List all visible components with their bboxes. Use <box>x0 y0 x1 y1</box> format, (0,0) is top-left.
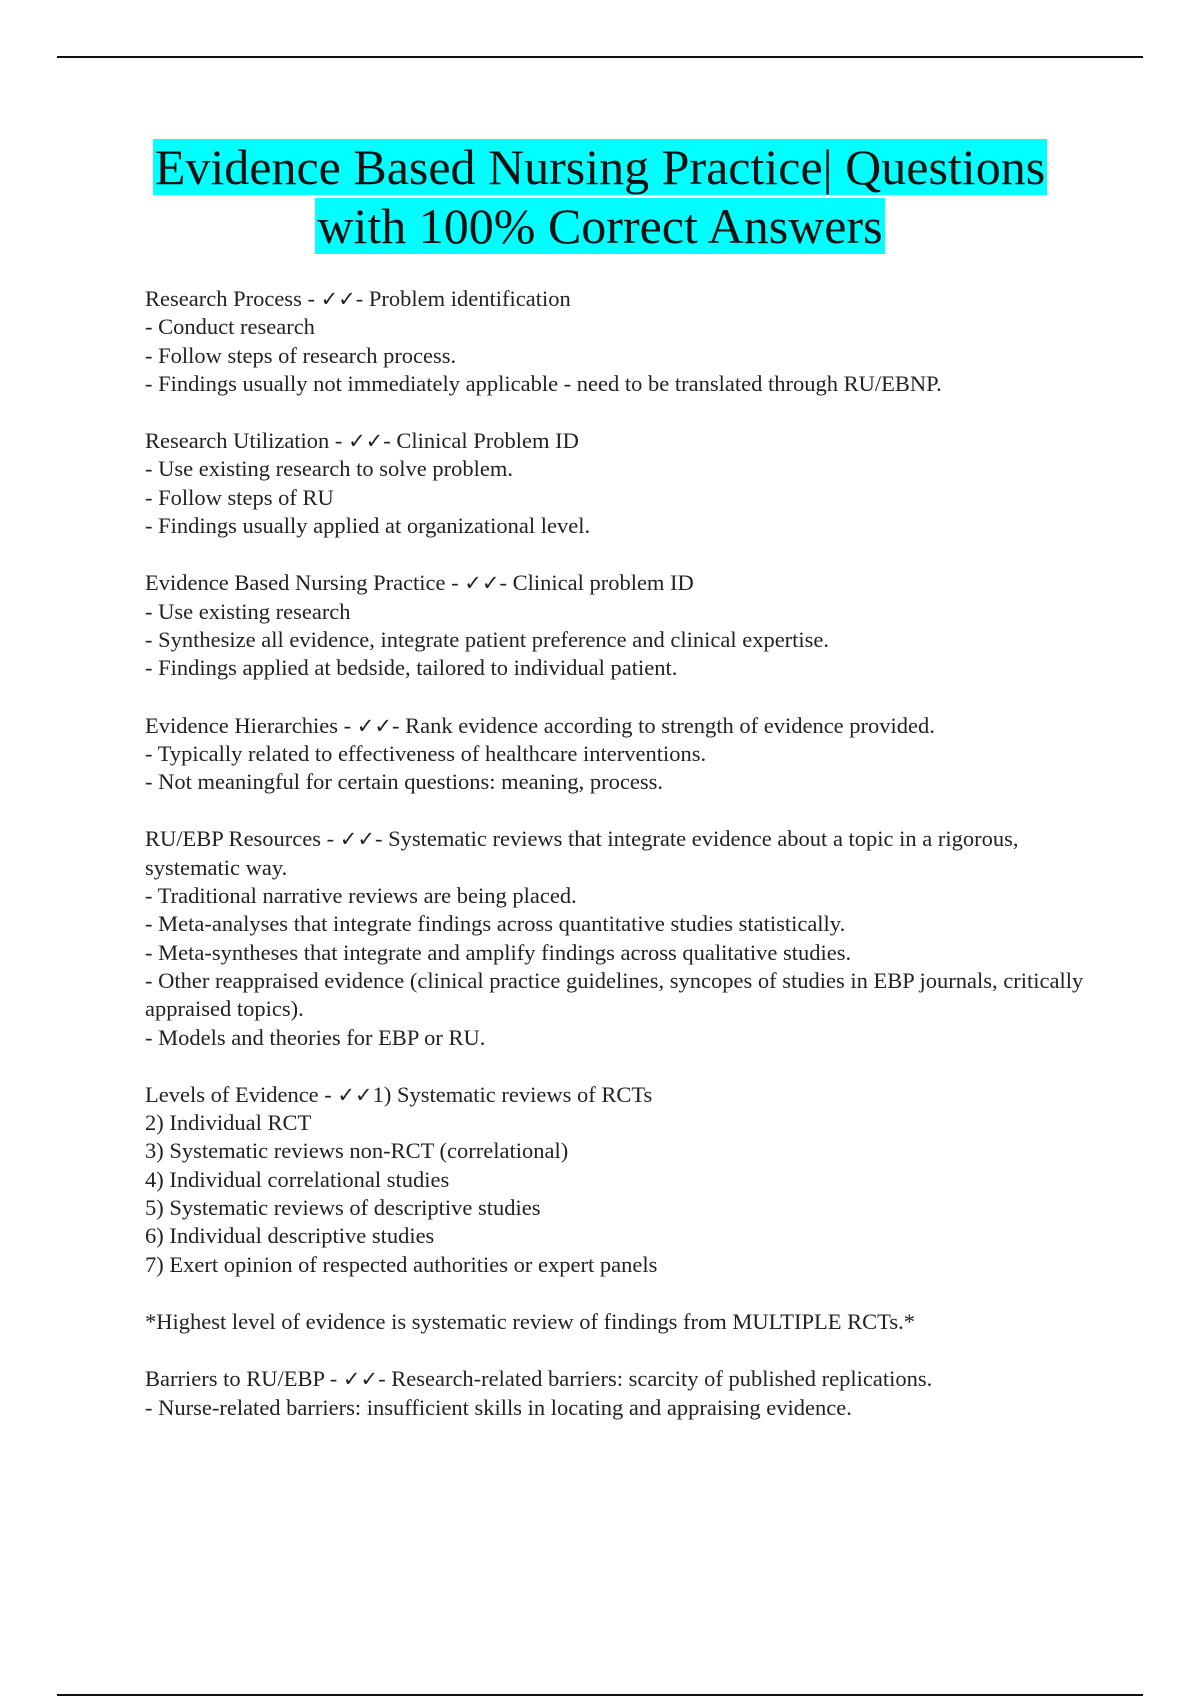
qa-term: Research Utilization - <box>145 428 349 454</box>
qa-note-highest-level <box>145 1308 1105 1336</box>
document-title <box>100 138 1100 256</box>
qa-line: 3) Systematic reviews non-RCT (correlational) <box>145 1138 569 1164</box>
qa-line: - Traditional narrative reviews are being placed. <box>145 883 577 909</box>
qa-line: - Use existing research to solve problem. <box>145 456 514 482</box>
qa-first-line <box>145 285 1105 313</box>
qa-note-line: *Highest level of evidence is systematic review of findings from MULTIPLE RCTs.* <box>145 1308 915 1334</box>
qa-line: - Not meaningful for certain questions: meaning, process. <box>145 769 663 795</box>
double-check-icon: ✓✓ <box>348 429 384 454</box>
qa-line: - Findings applied at bedside, tailored to individual patient. <box>145 655 678 681</box>
qa-block-research-utilization <box>145 427 1105 540</box>
qa-answer: - Research-related barriers: scarcity of published replications. <box>378 1366 933 1392</box>
qa-block-ebnp <box>145 569 1105 682</box>
qa-answer: - Rank evidence according to strength of evidence provided. <box>391 712 935 738</box>
qa-term: Research Process - <box>145 286 321 311</box>
qa-line: - Nurse-related barriers: insufficient skills in locating and appraising evidence. <box>145 1394 852 1420</box>
qa-term: Levels of Evidence - <box>145 1081 338 1107</box>
qa-first-line <box>145 569 1105 597</box>
qa-line: - Meta-analyses that integrate findings across quantitative studies statistically. <box>145 911 846 937</box>
qa-line: - Models and theories for EBP or RU. <box>145 1024 486 1050</box>
qa-answer: - Systematic reviews that integrate evidence about a topic in a rigorous, systematic way. <box>145 826 1019 880</box>
qa-line: - Use existing research <box>145 598 351 624</box>
double-check-icon: ✓✓ <box>464 571 500 596</box>
qa-first-line <box>145 1081 1105 1109</box>
qa-first-line <box>145 1365 1105 1393</box>
document-body <box>145 285 1105 1451</box>
double-check-icon: ✓✓ <box>356 713 392 738</box>
qa-line: - Other reappraised evidence (clinical practice guidelines, syncopes of studies in EBP journals, critically appraised topics). <box>145 967 1084 1022</box>
qa-line: 4) Individual correlational studies <box>145 1166 450 1192</box>
qa-term: Evidence Based Nursing Practice - <box>145 570 465 596</box>
qa-answer: - Problem identification <box>355 286 571 311</box>
qa-block-ru-ebp-resources <box>145 825 1105 1051</box>
qa-term: RU/EBP Resources - <box>145 826 340 852</box>
qa-first-line <box>145 427 1105 455</box>
qa-line: - Findings usually not immediately applicable - need to be translated through RU/EBNP. <box>145 370 942 396</box>
qa-line: - Meta-syntheses that integrate and amplify findings across qualitative studies. <box>145 939 852 965</box>
qa-line: - Findings usually applied at organizational level. <box>145 513 591 539</box>
qa-first-line <box>145 712 1105 740</box>
qa-line: 7) Exert opinion of respected authorities or expert panels <box>145 1251 658 1277</box>
qa-block-research-process <box>145 285 1105 398</box>
qa-answer: - Clinical Problem ID <box>383 428 579 454</box>
qa-line: - Typically related to effectiveness of healthcare interventions. <box>145 740 707 766</box>
double-check-icon: ✓✓ <box>342 1367 379 1392</box>
bottom-rule <box>57 1694 1143 1696</box>
double-check-icon: ✓✓ <box>339 827 375 852</box>
qa-first-line <box>145 825 1105 882</box>
double-check-icon: ✓✓ <box>320 287 356 311</box>
qa-block-barriers <box>145 1365 1105 1422</box>
qa-line: - Follow steps of research process. <box>145 342 457 368</box>
qa-line: - Synthesize all evidence, integrate patient preference and clinical expertise. <box>145 626 830 652</box>
qa-block-levels-of-evidence <box>145 1081 1105 1279</box>
qa-line: - Conduct research <box>145 314 315 340</box>
qa-line: 6) Individual descriptive studies <box>145 1223 435 1249</box>
qa-line: 2) Individual RCT <box>145 1110 312 1136</box>
qa-term: Evidence Hierarchies - <box>145 712 357 738</box>
title-line-2: with 100% Correct Answers <box>317 198 883 254</box>
qa-block-evidence-hierarchies <box>145 712 1105 797</box>
qa-answer: 1) Systematic reviews of RCTs <box>372 1081 653 1107</box>
qa-line: - Follow steps of RU <box>145 484 334 510</box>
qa-line: 5) Systematic reviews of descriptive studies <box>145 1195 541 1221</box>
title-line-1: Evidence Based Nursing Practice| Questions <box>154 139 1046 195</box>
qa-term: Barriers to RU/EBP - <box>145 1366 343 1392</box>
top-rule <box>57 56 1143 58</box>
double-check-icon: ✓✓ <box>337 1082 373 1107</box>
qa-answer: - Clinical problem ID <box>499 570 694 596</box>
